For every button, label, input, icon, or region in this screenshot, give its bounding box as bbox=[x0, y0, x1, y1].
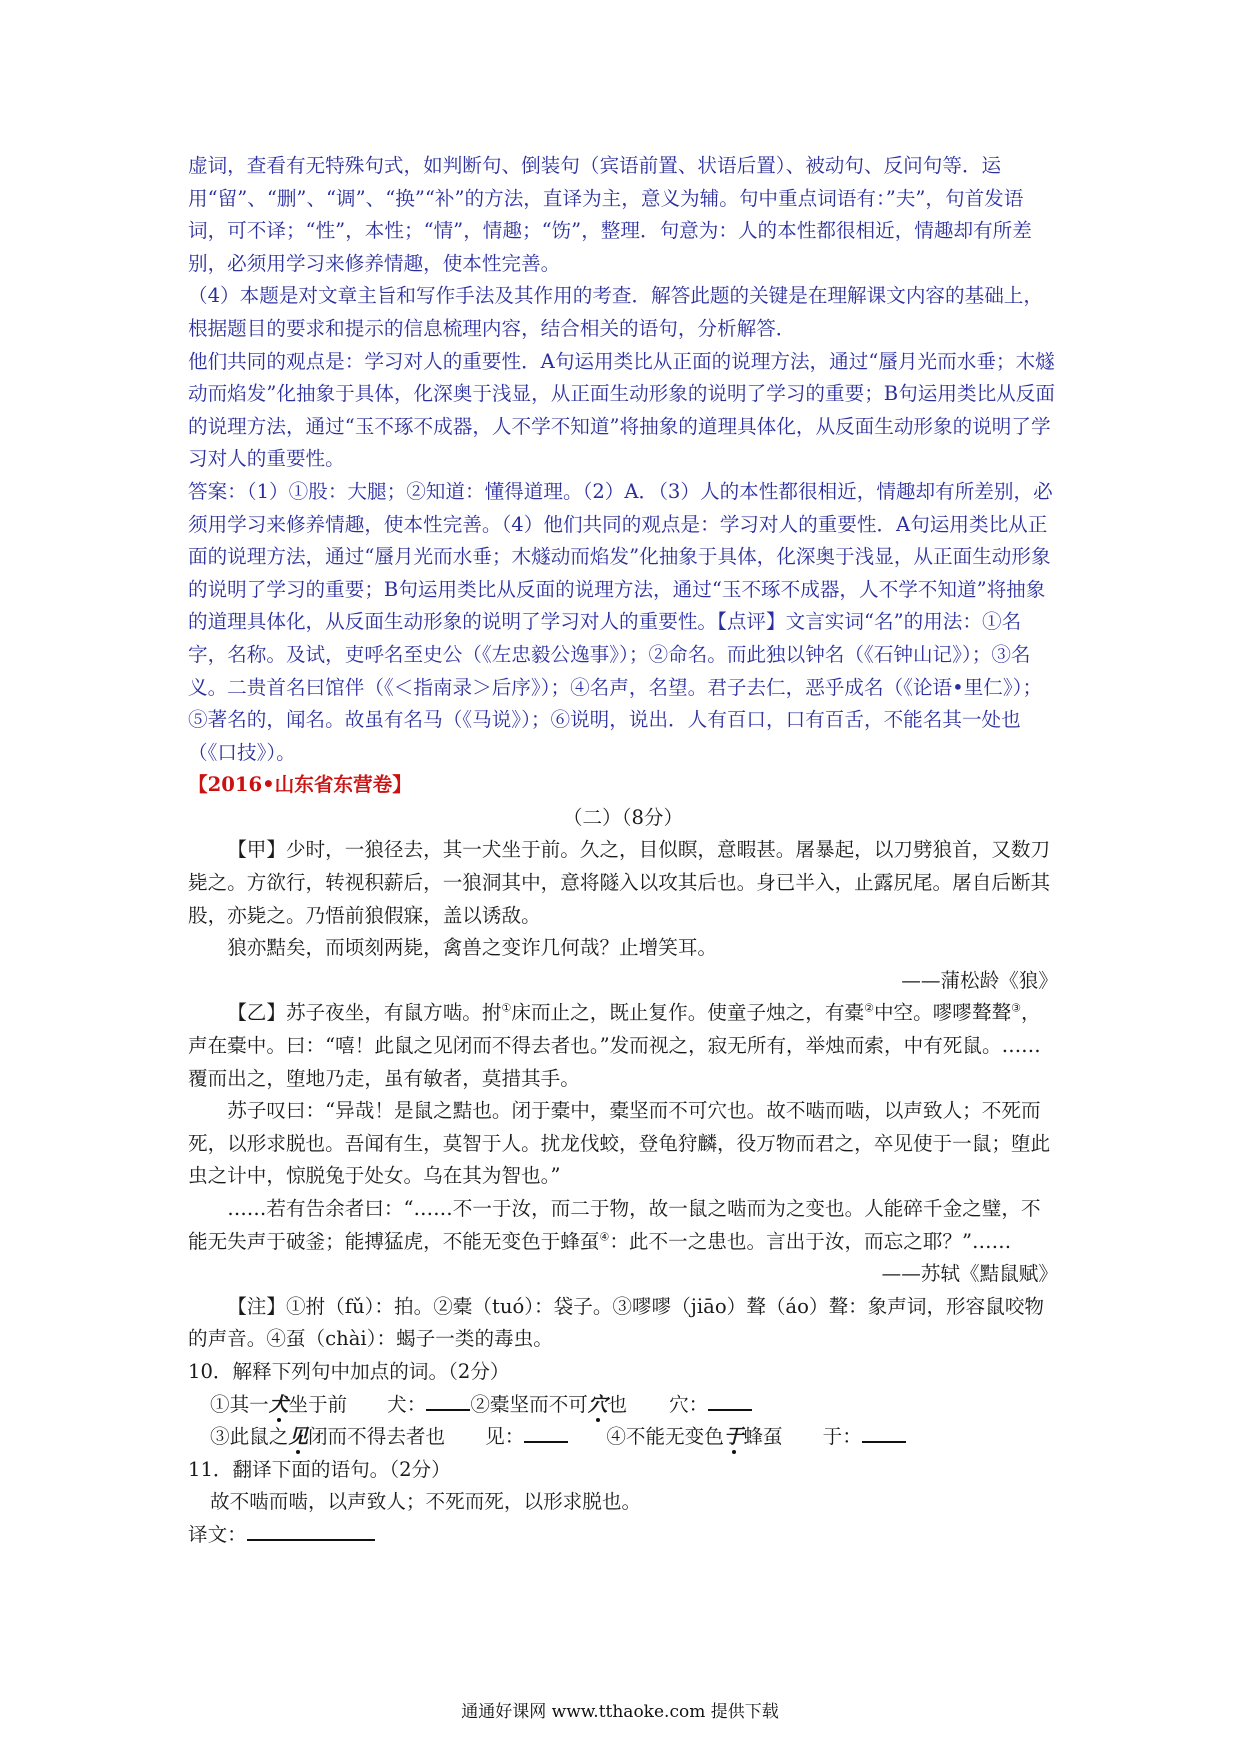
text-segment: 中空。嘐嘐聱聱 bbox=[873, 1001, 1012, 1025]
text-segment: 闭而不得去者也 bbox=[307, 1425, 446, 1449]
passage-yi-attribution: ——苏轼《黠鼠赋》 bbox=[881, 1262, 1058, 1286]
answer-label: 译文： bbox=[188, 1522, 247, 1546]
dotted-word: 见 bbox=[288, 1425, 308, 1449]
question-10-item-d bbox=[606, 1421, 782, 1454]
question-10-item-b bbox=[470, 1389, 627, 1422]
text-segment: 坐于前 bbox=[288, 1392, 348, 1416]
answer-blank-a[interactable] bbox=[426, 1389, 470, 1411]
passage-yi-paragraph-1 bbox=[188, 997, 1058, 1095]
text-segment: 蜂虿 bbox=[743, 1425, 783, 1449]
analysis-paragraph-2: （4）本题是对文章主旨和写作手法及其作用的考查．解答此题的关键是在理解课文内容的基础上，根据题目的要求和提示的信息梳理内容，结合相关的语句，分析解答． bbox=[188, 284, 1043, 340]
text-segment: 床而止之，既止复作。使童子烛之，有橐 bbox=[511, 1001, 865, 1025]
footnote-marker: ① bbox=[501, 1001, 512, 1015]
passage-jia-attribution: ——蒲松龄《狼》 bbox=[901, 968, 1058, 992]
page-footer: 通通好课网 www.tthaoke.com 提供下载 bbox=[461, 1702, 779, 1722]
answer-blank-c[interactable] bbox=[524, 1421, 568, 1443]
answer-paragraph: 答案：（1）①股：大腿；②知道：懂得道理。（2）A．（3）人的本性都很相近，情趣却有所差别，必须用学习来修养情趣，使本性完善。（4）他们共同的观点是：学习对人的重要性．A句运用类比从正面的说理方法，通过“蜃月光而水垂；木燧动而焰发”化抽象于具体，化深奥于浅显，从正面生动形象的说明了学习的重要；B句运用类比从反面的说理方法，通过“玉不琢不成器，人不学不知道”将抽象的道理具体化，从反面生动形象的说明了学习对人的重要性。【点评】文言实词“名”的用法：①名字，名称。及试，吏呼名至史公（《左忠毅公逸事》）；②命名。而此独以钟名（《石钟山记》）；③名义。二贵首名曰馆伴（《＜指南录＞后序》）；④名声，名望。君子去仁，恶乎成名（《论语•里仁》）；⑤著名的，闻名。故虽有名马（《马说》）；⑥说明，说出．人有百口，口有百舌，不能名其一处也（《口技》）。 bbox=[188, 479, 1053, 764]
dotted-word: 犬 bbox=[268, 1392, 289, 1416]
text-segment: ④不能无变色 bbox=[606, 1425, 724, 1449]
answer-label: 犬： bbox=[387, 1392, 427, 1416]
passage-yi-paragraph-2: 苏子叹曰：“异哉！是鼠之黠也。闭于橐中，橐坚而不可穴也。故不啮而啮，以声致人；不死而死，以形求脱也。吾闻有生，莫智于人。扰龙伐蛟，登龟狩麟，役万物而君之，卒见使于一鼠；堕此虫之计中，惊脱兔于处女。乌在其为智也。” bbox=[188, 1099, 1051, 1188]
text-segment: ……若有告余者曰：“……不一于汝，而二于物，故一鼠之啮而为之变也。人能碎千金之璧，不能无失声于破釜；能搏猛虎，不能无变色于蜂虿 bbox=[188, 1197, 1041, 1253]
source-heading: 【2016•山东省东营卷】 bbox=[188, 773, 412, 797]
translation-blank[interactable] bbox=[247, 1519, 375, 1541]
analysis-paragraph-3: 他们共同的观点是：学习对人的重要性．A句运用类比从正面的说理方法，通过“蜃月光而水垂；木燧动而焰发”化抽象于具体，化深奥于浅显，从正面生动形象的说明了学习的重要；B句运用类比从反面的说理方法，通过“玉不琢不成器，人不学不知道”将抽象的道理具体化，从反面生动形象的说明了学习对人的重要性。 bbox=[188, 349, 1055, 471]
answer-blank-d[interactable] bbox=[862, 1421, 906, 1443]
answer-blank-b[interactable] bbox=[708, 1389, 752, 1411]
text-segment: ③此鼠之 bbox=[210, 1425, 289, 1449]
question-10-item-a bbox=[210, 1389, 347, 1422]
text-segment: 【乙】苏子夜坐，有鼠方啮。拊 bbox=[227, 1001, 502, 1025]
passage-jia-paragraph-2: 狼亦黠矣，而顷刻两毙，禽兽之变诈几何哉？止增笑耳。 bbox=[227, 936, 718, 960]
answer-label: 穴： bbox=[669, 1392, 709, 1416]
section-title: （二）（8分） bbox=[562, 805, 684, 829]
question-10-item-c bbox=[210, 1421, 445, 1454]
notes: 【注】①拊（fǔ）：拍。②橐（tuó）：袋子。③嘐嘐（jiāo）聱（áo）聱：象声词，形容鼠咬物的声音。④虿（chài）：蝎子一类的毒虫。 bbox=[188, 1294, 1045, 1351]
answer-label: 于： bbox=[822, 1425, 862, 1449]
footnote-marker: ③ bbox=[1011, 1001, 1021, 1015]
footnote-marker: ② bbox=[864, 1001, 874, 1015]
passage-jia-paragraph-1: 【甲】少时，一狼径去，其一犬坐于前。久之，目似瞑，意暇甚。屠暴起，以刀劈狼首，又数刀毙之。方欲行，转视积薪后，一狼洞其中，意将隧入以攻其后也。身已半入，止露尻尾。屠自后断其股，亦毙之。乃悟前狼假寐，盖以诱敌。 bbox=[188, 838, 1051, 927]
analysis-paragraph-1: 虚词，查看有无特殊句式，如判断句、倒装句（宾语前置、状语后置）、被动句、反问句等．运用“留”、“删”、“调”、“换”“补”的方法，直译为主，意义为辅。句中重点词语有：”夫”，句首发语词，可不译；“性”，本性；“情”，情趣；“饬”，整理．句意为：人的本性都很相近，情趣却有所差别，必须用学习来修养情趣，使本性完善。 bbox=[188, 154, 1032, 275]
question-11-sentence: 故不啮而啮，以声致人；不死而死，以形求脱也。 bbox=[210, 1490, 642, 1514]
question-10-row-1 bbox=[188, 1389, 1058, 1422]
answer-label: 见： bbox=[485, 1425, 525, 1449]
question-10-title: 10．解释下列句中加点的词。（2分） bbox=[188, 1359, 510, 1383]
text-segment: ，声在橐中。曰：“嘻！此鼠之见闭而不得去者也。”发而视之，寂无所有，举烛而索，中有死鼠。……覆而出之，堕地乃走，虽有敏者，莫措其手。 bbox=[188, 1001, 1041, 1090]
dotted-word: 穴 bbox=[587, 1392, 608, 1416]
footnote-marker: ④ bbox=[599, 1230, 610, 1244]
text-segment: 也 bbox=[607, 1392, 628, 1416]
document-body bbox=[188, 150, 1058, 1552]
text-segment: ①其一 bbox=[210, 1392, 269, 1416]
question-11-answer-line bbox=[188, 1519, 1058, 1552]
question-10-row-2 bbox=[188, 1421, 1058, 1454]
text-segment: ②橐坚而不可 bbox=[470, 1392, 588, 1416]
dotted-word: 于 bbox=[723, 1425, 744, 1449]
text-segment: ：此不一之患也。言出于汝，而忘之耶？”…… bbox=[609, 1229, 1012, 1253]
question-11-title: 11．翻译下面的语句。（2分） bbox=[188, 1457, 451, 1481]
passage-yi-paragraph-3 bbox=[188, 1193, 1058, 1258]
